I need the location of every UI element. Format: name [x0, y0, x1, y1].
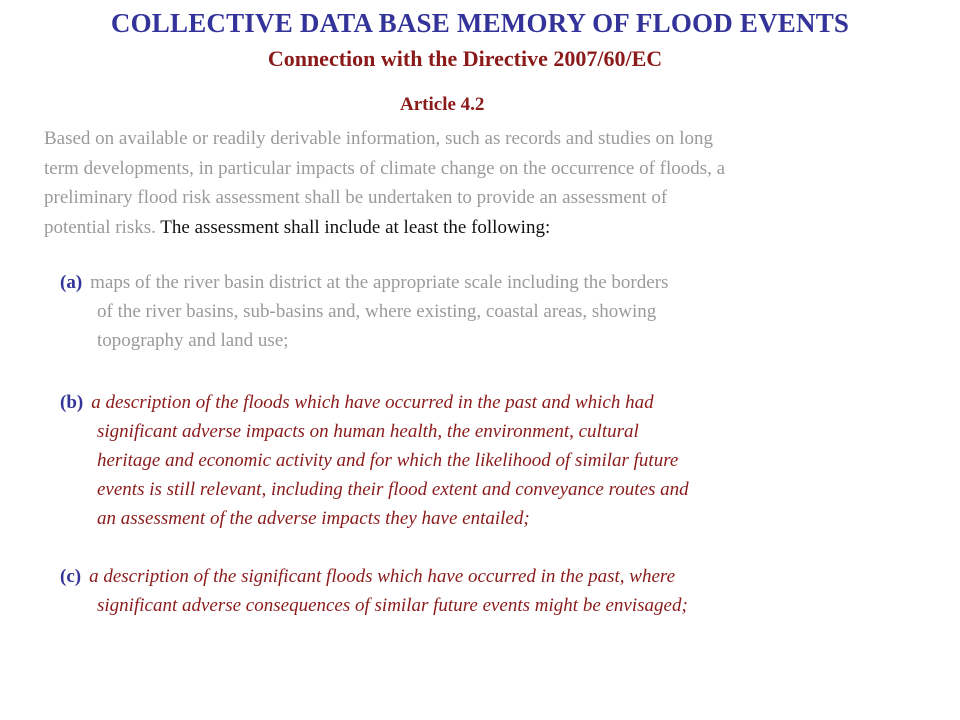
- article-intro: [44, 124, 944, 242]
- intro-emphasis: The assessment shall include at least the following:: [160, 216, 551, 238]
- intro-line: preliminary flood risk assessment shall be undertaken to provide an assessment of: [44, 187, 668, 208]
- list-marker: (b): [60, 392, 84, 413]
- list-item-a: [60, 268, 668, 355]
- list-item-c: [60, 562, 688, 620]
- page-title: COLLECTIVE DATA BASE MEMORY OF FLOOD EVENTS: [110, 8, 850, 38]
- article-heading: Article 4.2: [400, 94, 485, 115]
- intro-line: term developments, in particular impacts of climate change on the occurrence of floods, a: [44, 157, 726, 179]
- page-subtitle: Connection with the Directive 2007/60/EC: [267, 46, 663, 71]
- list-item-line: [60, 268, 668, 297]
- list-item-line: events is still relevant, including their flood extent and conveyance routes and: [97, 479, 689, 500]
- list-item-text: maps of the river basin district at the appropriate scale including the borders: [90, 272, 669, 293]
- list-item-b: [60, 388, 689, 533]
- list-item-line: [60, 388, 689, 417]
- list-item-line: of the river basins, sub-basins and, where existing, coastal areas, showing: [97, 301, 657, 322]
- list-item-text: a description of the floods which have occurred in the past and which had: [91, 392, 654, 413]
- list-item-line: topography and land use;: [97, 330, 289, 351]
- list-item-text: a description of the significant floods which have occurred in the past, where: [89, 566, 676, 587]
- intro-line: Based on available or readily derivable information, such as records and studies on long: [44, 128, 714, 149]
- list-item-line: [60, 562, 688, 591]
- list-marker: (c): [60, 566, 82, 587]
- intro-line-last: [44, 213, 944, 243]
- list-item-line: significant adverse consequences of similar future events might be envisaged;: [97, 595, 688, 616]
- intro-last-text: potential risks.: [44, 216, 161, 238]
- list-marker: (a): [60, 272, 83, 293]
- list-item-line: an assessment of the adverse impacts they have entailed;: [97, 508, 530, 529]
- list-item-line: heritage and economic activity and for which the likelihood of similar future: [97, 450, 679, 471]
- list-item-line: significant adverse impacts on human health, the environment, cultural: [97, 421, 639, 442]
